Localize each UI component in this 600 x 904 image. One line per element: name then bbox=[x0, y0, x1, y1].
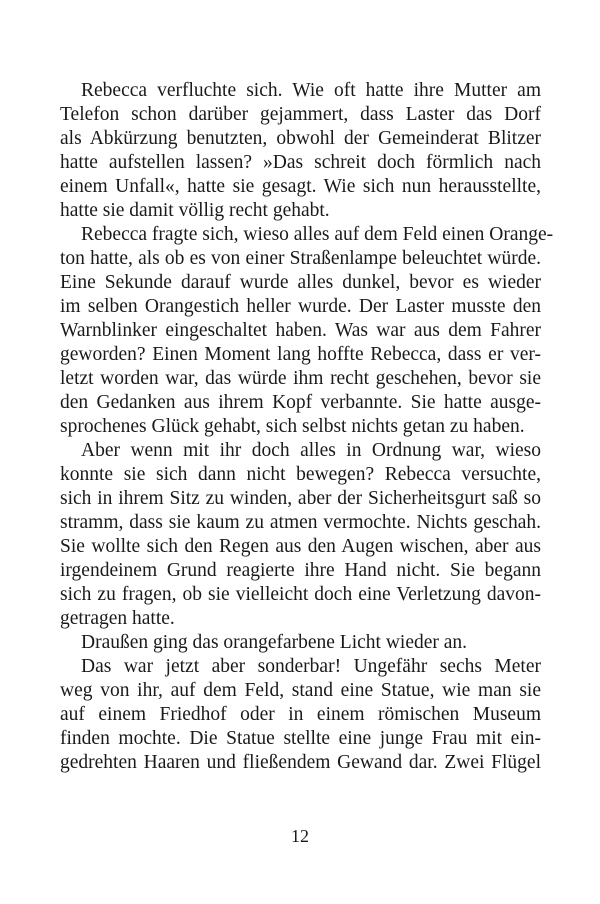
text-line: Das war jetzt aber sonderbar! Ungefähr sechs Meter bbox=[81, 656, 541, 677]
text-line: Rebecca verfluchte sich. Wie oft hatte ihre Mutter am bbox=[81, 80, 541, 101]
text-line: weg von ihr, auf dem Feld, stand eine Statue, wie man sie bbox=[60, 680, 541, 701]
text-line: Aber wenn mit ihr doch alles in Ordnung war, wieso bbox=[81, 440, 541, 461]
text-line: Telefon schon darüber gejammert, dass Laster das Dorf bbox=[60, 104, 541, 125]
text-line: Rebecca fragte sich, wieso alles auf dem Feld einen Orange- bbox=[81, 224, 554, 245]
text-line: Sie wollte sich den Regen aus den Augen wischen, aber aus bbox=[60, 536, 541, 557]
text-line: getragen hatte. bbox=[60, 608, 175, 629]
page-number: 12 bbox=[291, 826, 309, 846]
text-line: Eine Sekunde darauf wurde alles dunkel, bevor es wieder bbox=[60, 272, 541, 293]
text-line: im selben Orangestich heller wurde. Der Laster musste den bbox=[60, 296, 541, 317]
text-line: sich zu fragen, ob sie vielleicht doch eine Verletzung davon- bbox=[60, 584, 541, 605]
text-line: konnte sie sich dann nicht bewegen? Rebecca versuchte, bbox=[60, 464, 541, 485]
text-line: sprochenes Glück gehabt, sich selbst nichts getan zu haben. bbox=[60, 416, 525, 437]
text-line: einem Unfall«, hatte sie gesagt. Wie sich nun herausstellte, bbox=[60, 176, 541, 197]
text-line: hatte aufstellen lassen? »Das schreit doch förmlich nach bbox=[60, 152, 541, 173]
text-line: den Gedanken aus ihrem Kopf verbannte. Sie hatte ausge- bbox=[60, 392, 541, 413]
text-line: geworden? Einen Moment lang hoffte Rebecca, dass er ver- bbox=[60, 344, 541, 365]
text-line: sich in ihrem Sitz zu winden, aber der Sicherheitsgurt saß so bbox=[60, 488, 541, 509]
book-page-body bbox=[60, 79, 554, 775]
text-line: auf einem Friedhof oder in einem römischen Museum bbox=[60, 704, 541, 725]
text-line: letzt worden war, das würde ihm recht geschehen, bevor sie bbox=[60, 368, 541, 389]
text-line: irgendeinem Grund reagierte ihre Hand nicht. Sie begann bbox=[60, 560, 541, 581]
text-line: Warnblinker eingeschaltet haben. Was war aus dem Fahrer bbox=[60, 320, 541, 341]
text-line: Draußen ging das orangefarbene Licht wieder an. bbox=[81, 632, 468, 653]
text-line: stramm, dass sie kaum zu atmen vermochte. Nichts geschah. bbox=[60, 512, 541, 533]
text-line: gedrehten Haaren und fließendem Gewand dar. Zwei Flügel bbox=[60, 752, 541, 773]
text-line: ton hatte, als ob es von einer Straßenlampe beleuchtet würde. bbox=[60, 248, 541, 269]
text-line: hatte sie damit völlig recht gehabt. bbox=[60, 200, 330, 221]
text-line: als Abkürzung benutzten, obwohl der Gemeinderat Blitzer bbox=[60, 128, 541, 149]
text-line: finden mochte. Die Statue stellte eine junge Frau mit ein- bbox=[60, 728, 541, 749]
